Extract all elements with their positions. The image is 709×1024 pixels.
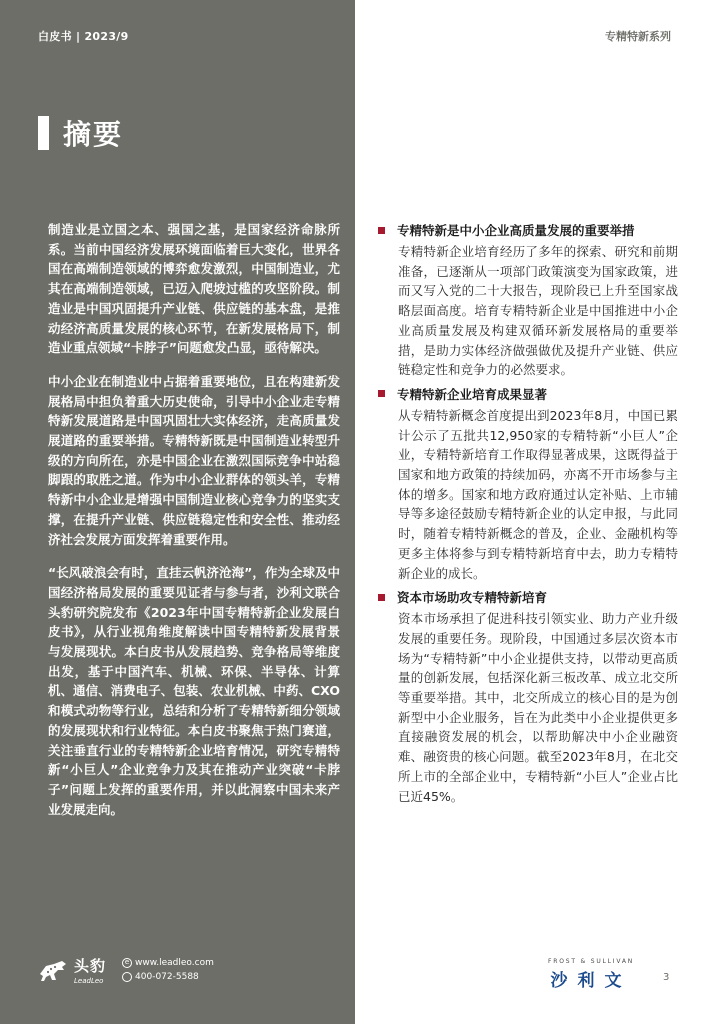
section-body: [378, 609, 678, 806]
website-link[interactable]: www.leadleo.com: [135, 958, 214, 968]
section-paragraph: 从专精特新概念首度提出到2023年8月，中国已累计公示了五批共12,950家的专精特新“小巨人”企业，专精特新培育工作取得显著成果，这既得益于国家和地方政策的持续加码，亦离不开市场参与主体的增多。国家和地方政府通过认定补贴、上市辅导等多途径鼓励专精特新企业的认定申报，与此同时，随着专精特新概念的普及，企业、金融机构等更多主体将参与到专精特新培育中去，助力专精特新企业的成长。: [398, 407, 678, 581]
square-bullet-icon: [378, 390, 385, 397]
key-point-section: [378, 220, 678, 380]
section-heading: [378, 587, 678, 607]
section-heading: [378, 220, 678, 240]
website-row: [122, 956, 214, 970]
key-points-column: [378, 220, 678, 810]
summary-body: [48, 220, 340, 833]
logo-cn: 头豹: [74, 957, 107, 975]
frost-sullivan-logo: [548, 958, 634, 991]
page-number: 3: [663, 972, 670, 983]
contact-info: [122, 956, 214, 984]
square-bullet-icon: [378, 227, 385, 234]
key-point-section: [378, 587, 678, 806]
summary-paragraph: “长风破浪会有时，直挂云帆济沧海”，作为全球及中国经济格局发展的重要见证者与参与者，沙利文联合头豹研究院发布《2023年中国专精特新企业发展白皮书》，从行业视角维度解读中国专精特新发展背景与发展现状。本白皮书从发展趋势、竞争格局等维度出发，基于中国汽车、机械、环保、半导体、计算机、通信、消费电子、包装、农业机械、中药、CXO和模式动物等行业，总结和分析了专精特新细分领域的发展现状和行业特征。本白皮书聚焦于热门赛道，关注垂直行业的专精特新企业培育情况，研究专精特新“小巨人”企业竞争力及其在推动产业突破“卡脖子”问题上发挥的重要作用，并以此洞察中国未来产业发展走向。: [48, 565, 340, 817]
series-name: 专精特新系列: [605, 30, 671, 43]
key-point-section: [378, 384, 678, 583]
summary-paragraph: 中小企业在制造业中占据着重要地位，且在构建新发展格局中担负着重大历史使命，引导中小企业走专精特新发展道路是中国巩固壮大实体经济，走高质量发展道路的重要举措。专精特新既是中国制造业转型升级的方向所在，亦是中国企业在激烈国际竞争中站稳脚跟的取胜之道。作为中小企业群体的领头羊，专精特新中小企业是增强中国制造业核心竞争力的坚实支撑，在提升产业链、供应链稳定性和安全性、推动经济社会发展方面发挥着重要作用。: [48, 373, 340, 547]
frost-sullivan-en: FROST & SULLIVAN: [548, 958, 635, 965]
phone-row: [122, 970, 214, 984]
section-title: 专精特新是中小企业高质量发展的重要举措: [397, 223, 635, 238]
title-bar-decoration: [38, 116, 49, 150]
section-title: 资本市场助攻专精特新培育: [397, 590, 548, 606]
leopard-logo-icon: [38, 958, 68, 982]
section-heading: [378, 384, 678, 404]
globe-icon: e: [122, 958, 132, 968]
summary-paragraph: 制造业是立国之本、强国之基，是国家经济命脉所系。当前中国经济发展环境面临着巨大变化，世界各国在高端制造领域的博弈愈发激烈，中国制造业，尤其在高端制造领域，已迈入爬坡过槛的攻坚阶段。制造业是中国巩固提升产业链、供应链的基本盘，是推动经济高质量发展的核心环节，在新发展格局下，制造业重点领域“卡脖子”问题愈发凸显，亟待解决。: [48, 222, 340, 356]
section-paragraph: 专精特新企业培育经历了多年的探索、研究和前期准备，已逐渐从一项部门政策演变为国家政策，进而又写入党的二十大报告，现阶段已上升至国家战略层面高度。培育专精特新企业是中国推进中小企业高质量发展及构建双循环新发展格局的重要举措，是助力实体经济做强做优及提升产业链、供应链稳定性和竞争力的必然要求。: [398, 244, 678, 378]
page-title: 摘要: [63, 118, 124, 151]
square-bullet-icon: [378, 594, 385, 601]
doc-type-date: 白皮书 | 2023/9: [38, 30, 129, 43]
frost-sullivan-cn: 沙利文: [550, 971, 632, 991]
phone-number: 400-072-5588: [135, 972, 199, 982]
section-body: [378, 406, 678, 583]
page-title-block: [38, 113, 123, 153]
logo-en: LeadLeo: [74, 977, 104, 985]
section-title: 专精特新企业培育成果显著: [397, 386, 548, 402]
section-body: [378, 242, 678, 380]
phone-icon: [122, 972, 132, 982]
section-paragraph: 资本市场承担了促进科技引领实业、助力产业升级发展的重要任务。现阶段，中国通过多层次资本市场为“专精特新”中小企业提供支持，以带动更高质量的创新发展，包括深化新三板改革、成立北交所等重要举措。其中，北交所成立的核心目的是为创新型中小企业服务，旨在为此类中小企业提供更多直接融资发展的机会，以帮助解决中小企业融资难、融资贵的核心问题。截至2023年8月，在北交所上市的全部企业中，专精特新“小巨人”企业占比已近45%。: [398, 611, 678, 804]
leadleo-footer: [38, 955, 214, 985]
leadleo-wordmark: [74, 955, 106, 985]
